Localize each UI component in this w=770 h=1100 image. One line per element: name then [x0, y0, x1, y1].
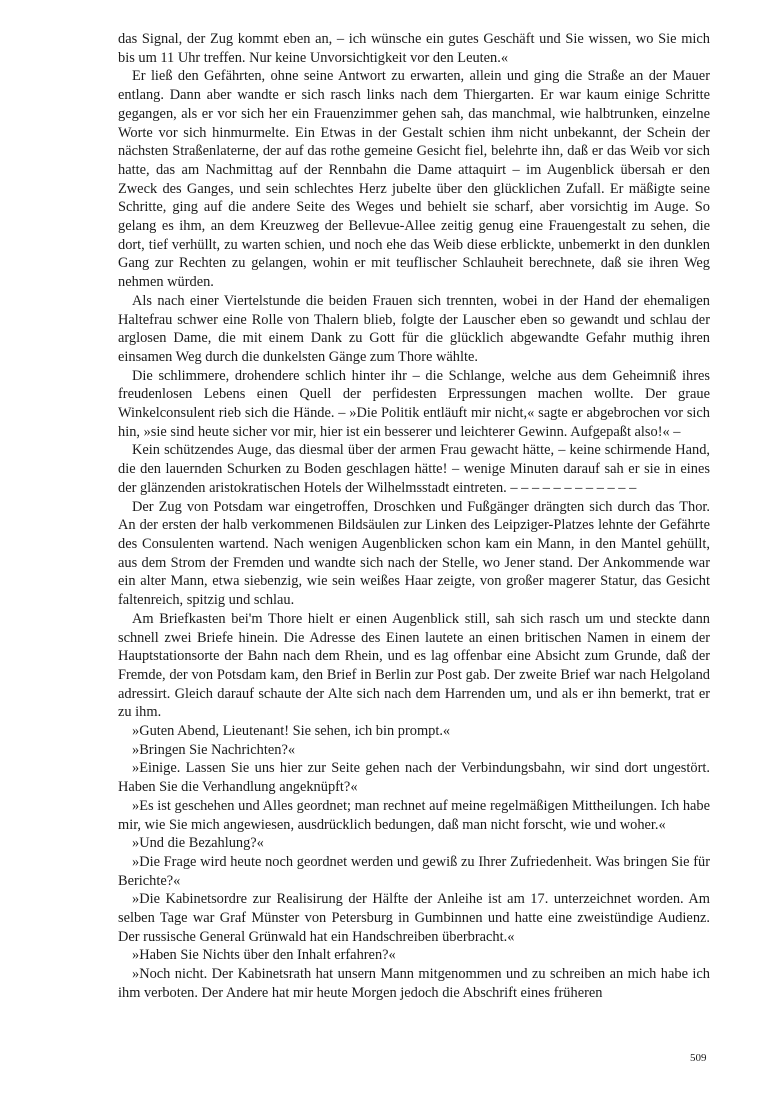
- paragraph-6: Der Zug von Potsdam war eingetroffen, Droschken und Fußgänger drängten sich durch das Thor. An der ersten der halb verkommenen Bildsäulen zur Linken des Leipziger-Platzes lehnte der Gefährte des Consulenten wartend. Nach wenigen Augenblicken schon kam ein Mann, in den Mantel gehüllt, aus dem Strom der Fremden und wandte sich nach der Stelle, wo Jener stand. Der Ankommende war ein alter Mann, etwa siebenzig, wie sein weißes Haar zeigte, von großer magerer Statur, das Gesicht faltenreich, spitzig und schlau.: [118, 498, 710, 609]
- dialogue-line: »Noch nicht. Der Kabinetsrath hat unsern Mann mitgenommen und zu schreiben an mich habe ich ihm verboten. Der Andere hat mir heute Morgen jedoch die Abschrift eines früheren: [118, 966, 710, 1001]
- paragraph-4: Die schlimmere, drohendere schlich hinter ihr – die Schlange, welche aus dem Geheimniß ihres freudenlosen Lebens einen Quell der perfidesten Erpressungen machen wollte. Der graue Winkelconsulent rieb sich die Hände. – »Die Politik entläuft mir nicht,« sagte er abgebrochen vor sich hin, »sie sind heute sicher vor mir, hier ist ein besserer und leichterer Gewinn. Aufgepaßt also!« –: [118, 367, 710, 440]
- paragraph-3: Als nach einer Viertelstunde die beiden Frauen sich trennten, wobei in der Hand der ehemaligen Haltefrau schwer eine Rolle von Thalern blieb, folgte der Lauscher eben so gewandt und schlau der arglosen Dame, die mit einem Dank zu Gott für die glücklich abgewandte Gefahr muthig ihren einsamen Weg durch die dunkelsten Gänge zum Thore wählte.: [118, 292, 710, 365]
- paragraph-7: Am Briefkasten bei'm Thore hielt er einen Augenblick still, sah sich rasch um und steckte dann schnell zwei Briefe hinein. Die Adresse des Einen lautete an einen britischen Namen in einem der Hauptstationsorte der Bahn nach dem Rhein, und es lag offenbar eine Absicht zum Grunde, daß der Fremde, der von Potsdam kam, den Brief in Berlin zur Post gab. Der zweite Brief war nach Helgoland adressirt. Gleich darauf schaute der Alte sich nach dem Harrenden um, und als er ihn bemerkt, trat er zu ihm.: [118, 610, 710, 721]
- paragraph-1: das Signal, der Zug kommt eben an, – ich wünsche ein gutes Geschäft und Sie wissen, wo Sie mich bis um 11 Uhr treffen. Nur keine Unvorsichtigkeit vor den Leuten.«: [118, 31, 710, 66]
- dialogue-line: »Die Frage wird heute noch geordnet werden und gewiß zu Ihrer Zufriedenheit. Was bringen Sie für Berichte?«: [118, 853, 710, 889]
- page-number: 509: [690, 1052, 707, 1064]
- dialogue-line: »Die Kabinetsordre zur Realisirung der Hälfte der Anleihe ist am 17. unterzeichnet worden. Am selben Tage war Graf Münster von Petersburg in Gumbinnen und hatte eine zweistündige Audienz. Der russische General Grünwald hat ein Handschreiben überbracht.«: [118, 891, 710, 945]
- paragraph-5: Kein schützendes Auge, das diesmal über der armen Frau gewacht hätte, – keine schirmende Hand, die den lauernden Schurken zu Boden geschlagen hätte! – wenige Minuten darauf sah er sie in eines der glänzenden aristokratischen Hotels der Wilhelmsstadt eintreten. – – – – – – – – – – – –: [118, 442, 710, 496]
- page-body: [118, 30, 710, 1003]
- dialogue-line: »Guten Abend, Lieutenant! Sie sehen, ich bin prompt.«: [132, 723, 451, 740]
- dialogue-line: »Bringen Sie Nachrichten?«: [132, 741, 296, 758]
- dialogue-line: »Und die Bezahlung?«: [132, 835, 264, 852]
- dialogue-line: »Einige. Lassen Sie uns hier zur Seite gehen nach der Verbindungsbahn, wir sind dort ungestört. Haben Sie die Verhandlung angeknüpft?«: [118, 760, 710, 796]
- dialogue-line: »Haben Sie Nichts über den Inhalt erfahren?«: [132, 947, 396, 964]
- paragraph-2: Er ließ den Gefährten, ohne seine Antwort zu erwarten, allein und ging die Straße an der Mauer entlang. Dann aber wandte er sich rasch links nach dem Thiergarten. Er war kaum einige Schritte gegangen, als er vor sich her ein Frauenzimmer gehen sah, das manchmal, wie halbtrunken, einzelne Worte vor sich hinmurmelte. Ein Etwas in der Gestalt schien ihm nicht unbekannt, der Schein der nächsten Straßenlaterne, der auf das rothe gemeine Gesicht fiel, belehrte ihn, daß er das Weib vor sich hatte, das am Nachmittag auf der Rennbahn die Dame attaquirt – im Augenblick übersah er den Zweck des Ganges, und sein schlechtes Herz jubelte über den glücklichen Zufall. Er mäßigte seine Schritte, ging auf die andere Seite des Weges und behielt sie scharf, aber vorsichtig im Auge. So gelang es ihm, an dem Kreuzweg der Bellevue-Allee zeitig genug eine Frauengestalt zu sehen, die dort, tief verhüllt, zu warten schien, und noch ehe das Weib diese erblickte, unbemerkt in den dunklen Gang zur Rechten zu gelangen, wohin er mit teuflischer Schlauheit berechnete, daß sie ihren Weg nehmen würden.: [118, 68, 710, 291]
- dialogue-line: »Es ist geschehen und Alles geordnet; man rechnet auf meine regelmäßigen Mittheilungen. Ich habe mir, wie Sie mich angewiesen, ausdrücklich bedungen, daß man nicht forscht, wie und woher.«: [118, 797, 710, 833]
